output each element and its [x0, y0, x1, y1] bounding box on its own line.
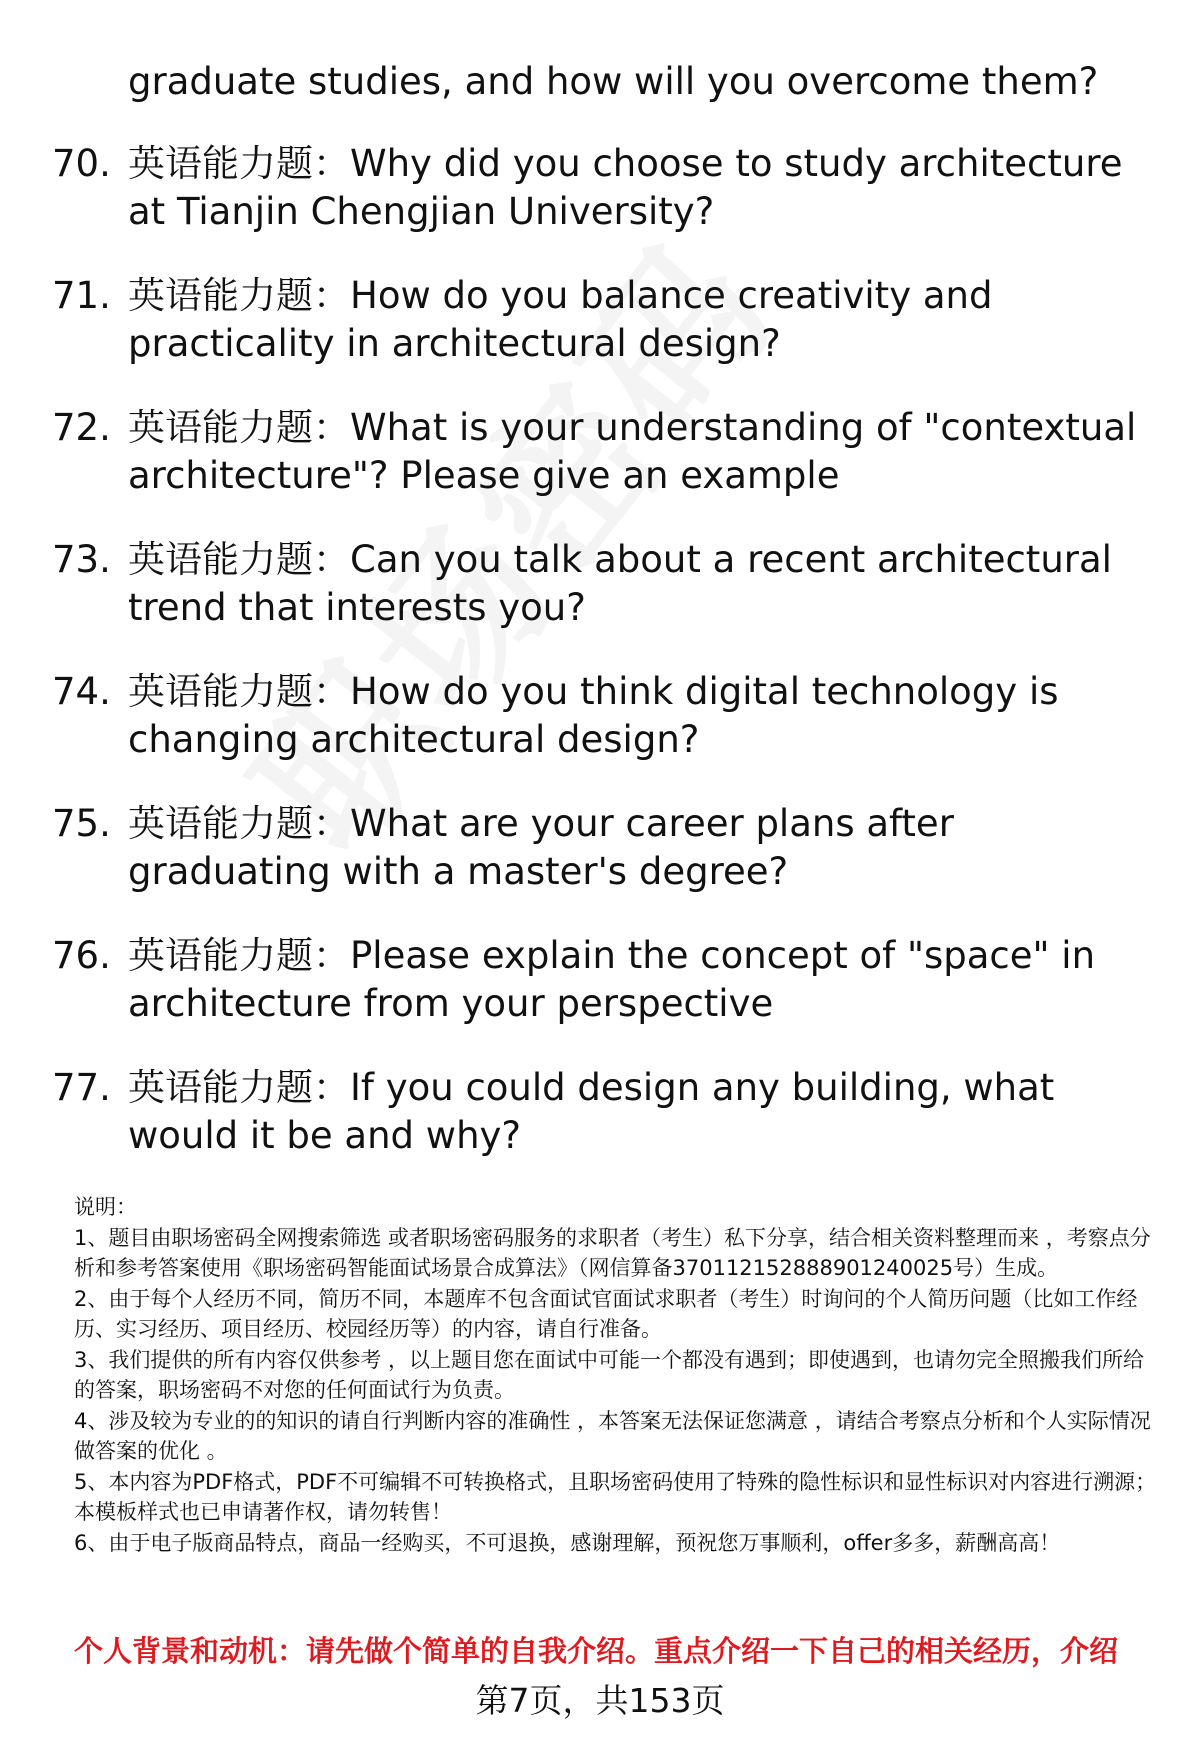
question-text: 英语能力题：Can you talk about a recent architectural trend that interests you?	[128, 538, 1112, 629]
question-text: 英语能力题：What are your career plans after graduating with a master's degree?	[128, 802, 954, 893]
question-item	[0, 536, 1200, 668]
notes-heading: 说明：	[74, 1195, 137, 1219]
note-item: 4、涉及较为专业的的知识的请自行判断内容的准确性 ，本答案无法保证您满意 ，请结合考察点分析和个人实际情况做答案的优化 。	[74, 1408, 1151, 1463]
question-number: 76.	[52, 934, 111, 977]
note-item: 6、由于电子版商品特点，商品一经购买，不可退换，感谢理解，预祝您万事顺利，offer多多，薪酬高高！	[74, 1530, 1061, 1555]
question-number: 70.	[52, 142, 111, 185]
next-section-heading: 个人背景和动机：请先做个简单的自我介绍。重点介绍一下自己的相关经历，介绍	[74, 1634, 1119, 1668]
question-text: 英语能力题：How do you think digital technology is changing architectural design?	[128, 670, 1059, 761]
question-item	[0, 140, 1200, 272]
question-item	[0, 1064, 1200, 1196]
question-number: 72.	[52, 406, 111, 449]
page-number: 第7页，共153页	[475, 1681, 725, 1720]
question-text: 英语能力题：If you could design any building, what would it be and why?	[128, 1066, 1055, 1157]
question-list	[0, 140, 1200, 1196]
question-text: 英语能力题：Please explain the concept of "space" in architecture from your perspective	[128, 934, 1096, 1025]
notes-section	[74, 1192, 1159, 1558]
note-item: 2、由于每个人经历不同，简历不同，本题库不包含面试官面试求职者（考生）时询问的个人简历问题（比如工作经历、实习经历、项目经历、校园经历等）的内容，请自行准备。	[74, 1286, 1138, 1341]
note-item: 5、本内容为PDF格式，PDF不可编辑不可转换格式，且职场密码使用了特殊的隐性标识和显性标识对内容进行溯源；本模板样式也已申请著作权，请勿转售！	[74, 1469, 1157, 1524]
question-continuation: graduate studies, and how will you overcome them?	[128, 60, 1099, 103]
note-item: 1、题目由职场密码全网搜索筛选 或者职场密码服务的求职者（考生）私下分享，结合相关资料整理而来 ，考察点分析和参考答案使用《职场密码智能面试场景合成算法》（网信算备370112152888901240025号）生成。	[74, 1225, 1151, 1280]
question-number: 74.	[52, 670, 111, 713]
note-item: 3、我们提供的所有内容仅供参考 ，以上题目您在面试中可能一个都没有遇到；即使遇到，也请勿完全照搬我们所给的答案，职场密码不对您的任何面试行为负责。	[74, 1347, 1145, 1402]
question-number: 73.	[52, 538, 111, 581]
question-text: 英语能力题：How do you balance creativity and practicality in architectural design?	[128, 274, 993, 365]
question-number: 71.	[52, 274, 111, 317]
question-item	[0, 668, 1200, 800]
question-item	[0, 800, 1200, 932]
question-number: 75.	[52, 802, 111, 845]
question-item	[0, 932, 1200, 1064]
question-number: 77.	[52, 1066, 111, 1109]
question-item	[0, 272, 1200, 404]
question-text: 英语能力题：Why did you choose to study architecture at Tianjin Chengjian University?	[128, 142, 1123, 233]
question-item	[0, 404, 1200, 536]
question-text: 英语能力题：What is your understanding of "contextual architecture"? Please give an example	[128, 406, 1137, 497]
